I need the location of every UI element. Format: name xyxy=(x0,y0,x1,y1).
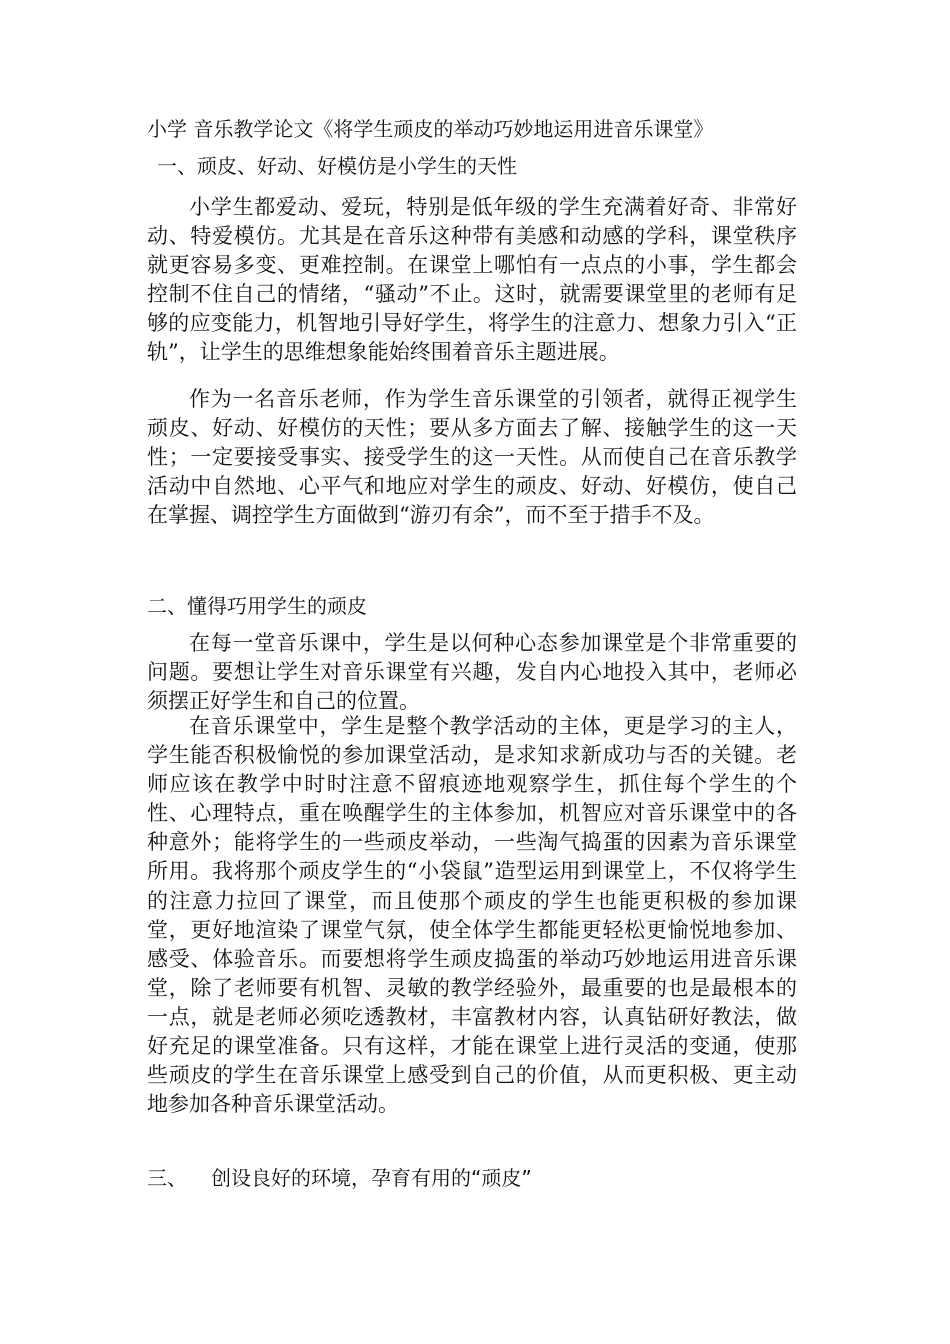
document-title: 小学 音乐教学论文《将学生顽皮的举动巧妙地运用进音乐课堂》 xyxy=(147,117,714,141)
section-3-heading xyxy=(147,1162,532,1194)
section-2-paragraph-1: 在每一堂音乐课中，学生是以何种心态参加课堂是个非常重要的问题。要想让学生对音乐课堂有兴趣，发自内心地投入其中，老师必须摆正好学生和自己的位置。 xyxy=(147,631,797,714)
section-2-paragraph-2: 在音乐课堂中，学生是整个教学活动的主体，更是学习的主人，学生能否积极愉悦的参加课堂活动，是求知求新成功与否的关键。老师应该在教学中时时注意不留痕迹地观察学生，抓住每个学生的个性、心理特点，重在唤醒学生的主体参加，机智应对音乐课堂中的各种意外；能将学生的一些顽皮举动，一些淘气捣蛋的因素为音乐课堂所用。我将那个顽皮学生的“小袋鼠”造型运用到课堂上，不仅将学生的注意力拉回了课堂，而且使那个顽皮的学生也能更积极的参加课堂，更好地渲染了课堂气氛，使全体学生都能更轻松更愉悦地参加、感受、体验音乐。而要想将学生顽皮捣蛋的举动巧妙地运用进音乐课堂，除了老师要有机智、灵敏的教学经验外，最重要的也是最根本的一点，就是老师必须吃透教材，丰富教材内容，认真钻研好教法，做好充足的课堂准备。只有这样，才能在课堂上进行灵活的变通，使那些顽皮的学生在音乐课堂上感受到自己的价值，从而更积极、更主动地参加各种音乐课堂活动。 xyxy=(147,714,797,1117)
section-1-heading: 一、顽皮、好动、好模仿是小学生的天性 xyxy=(157,154,517,178)
section-1-paragraph-1: 小学生都爱动、爱玩，特别是低年级的学生充满着好奇、非常好动、特爱模仿。尤其是在音乐这种带有美感和动感的学科，课堂秩序就更容易多变、更难控制。在课堂上哪怕有一点点的小事，学生都会控制不住自己的情绪，“骚动”不止。这时，就需要课堂里的老师有足够的应变能力，机智地引导好学生，将学生的注意力、想象力引入“正轨”，让学生的思维想象能始终围着音乐主题进展。 xyxy=(147,195,797,365)
section-3-heading-number: 三、 xyxy=(147,1166,187,1190)
section-3-heading-text: 创设良好的环境，孕育有用的“顽皮” xyxy=(211,1166,532,1190)
section-2-heading: 二、懂得巧用学生的顽皮 xyxy=(147,594,367,618)
section-1-paragraph-2: 作为一名音乐老师，作为学生音乐课堂的引领者，就得正视学生顽皮、好动、好模仿的天性；要从多方面去了解、接触学生的这一天性；一定要接受事实、接受学生的这一天性。从而使自己在音乐教学活动中自然地、心平气和地应对学生的顽皮、好动、好模仿，使自己在掌握、调控学生方面做到“游刃有余”，而不至于措手不及。 xyxy=(147,387,797,528)
